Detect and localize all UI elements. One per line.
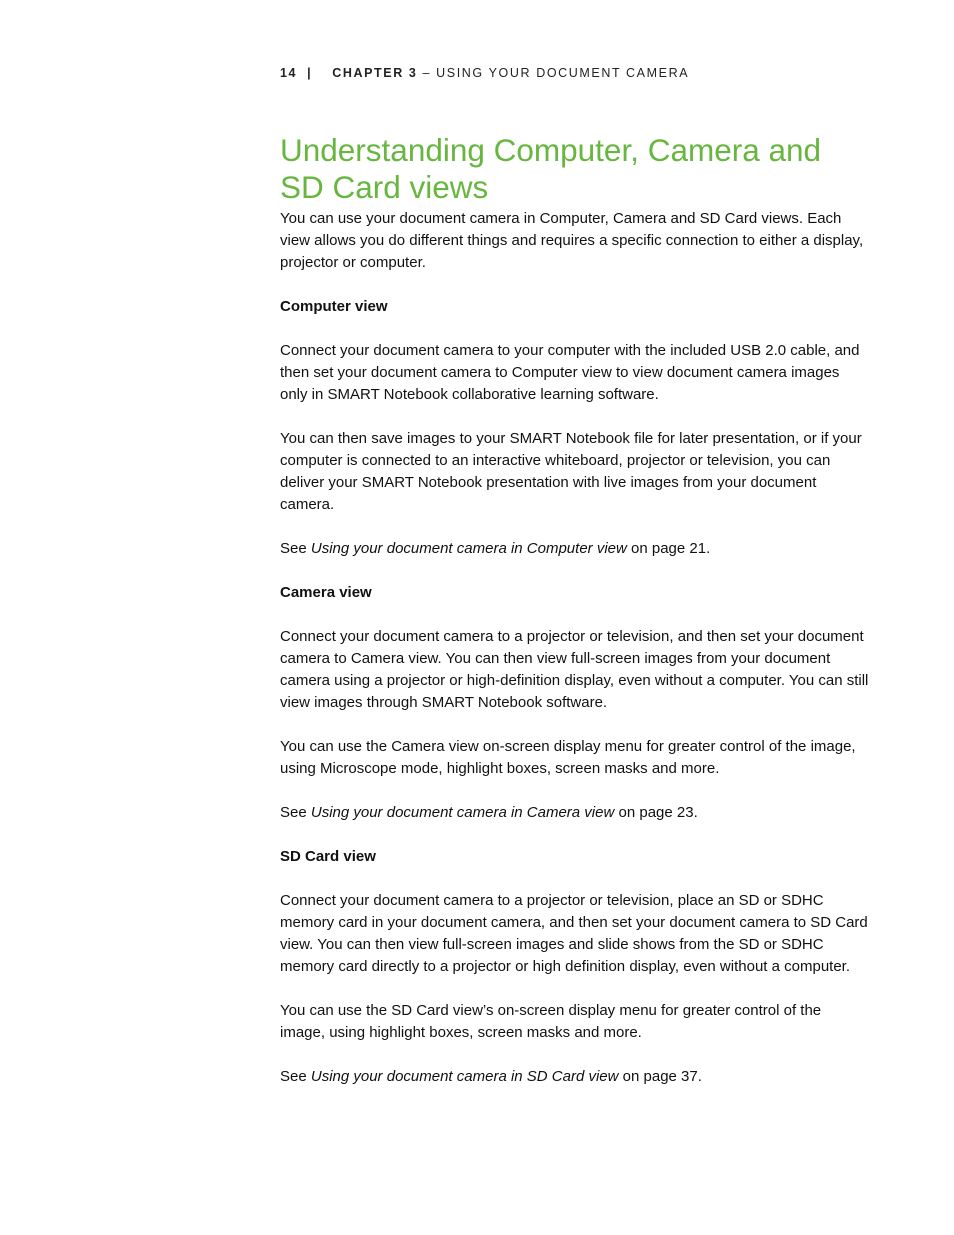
computer-view-paragraph-2: You can then save images to your SMART Notebook file for later presentation, or if your computer is connected to an interactive whiteboard, projector or television, you can deliver your SMART Notebook presentation with live images from your document camera. — [280, 430, 862, 513]
reference-prefix: See — [280, 1068, 311, 1085]
running-header — [280, 66, 689, 80]
computer-view-reference-link[interactable]: Using your document camera in Computer view — [310, 540, 627, 557]
sd-card-view-reference-link[interactable]: Using your document camera in SD Card view — [310, 1068, 619, 1085]
page-number: 14 — [280, 66, 298, 80]
page-title: Understanding Computer, Camera and SD Card views — [280, 132, 822, 205]
sd-card-view-paragraph-2: You can use the SD Card view’s on-screen display menu for greater control of the image, using highlight boxes, screen masks and more. — [280, 1002, 822, 1041]
camera-view-section — [280, 582, 870, 824]
reference-suffix: on page 37. — [618, 1068, 702, 1085]
sd-card-view-paragraph-1: Connect your document camera to a projector or television, place an SD or SDHC memory card in your document camera, and then set your document camera to SD Card view. You can then view full-screen images and slide shows from the SD or SDHC memory card directly to a projector or high definition display, even without a computer. — [280, 892, 868, 975]
camera-view-reference — [280, 802, 870, 824]
sd-card-view-section — [280, 846, 870, 1088]
computer-view-heading: Computer view — [280, 298, 388, 315]
reference-suffix: on page 23. — [614, 804, 698, 821]
header-separator: | — [307, 66, 313, 80]
page-content — [280, 208, 870, 1110]
chapter-title: – USING YOUR DOCUMENT CAMERA — [422, 66, 690, 80]
reference-suffix: on page 21. — [626, 540, 711, 557]
camera-view-heading: Camera view — [280, 584, 372, 601]
reference-prefix: See — [280, 804, 311, 821]
sd-card-view-reference — [280, 1066, 870, 1088]
sd-card-view-heading: SD Card view — [280, 848, 376, 865]
camera-view-reference-link[interactable]: Using your document camera in Camera view — [310, 804, 615, 821]
reference-prefix: See — [280, 540, 311, 557]
computer-view-paragraph-1: Connect your document camera to your computer with the included USB 2.0 cable, and then set your document camera to Computer view to view document camera images only in SMART Notebook collaborative learning software. — [280, 342, 860, 403]
chapter-label: CHAPTER 3 — [332, 66, 418, 80]
camera-view-paragraph-1: Connect your document camera to a projector or television, and then set your document camera to Camera view. You can then view full-screen images from your document camera using a projector or high-definition display, even without a computer. You can still view images through SMART Notebook software. — [280, 628, 869, 711]
computer-view-section — [280, 296, 870, 560]
intro-paragraph: You can use your document camera in Computer, Camera and SD Card views. Each view allows you do different things and requires a specific connection to either a display, projector or computer. — [280, 210, 864, 271]
camera-view-paragraph-2: You can use the Camera view on-screen display menu for greater control of the image, using Microscope mode, highlight boxes, screen masks and more. — [280, 738, 856, 777]
computer-view-reference — [280, 538, 870, 560]
